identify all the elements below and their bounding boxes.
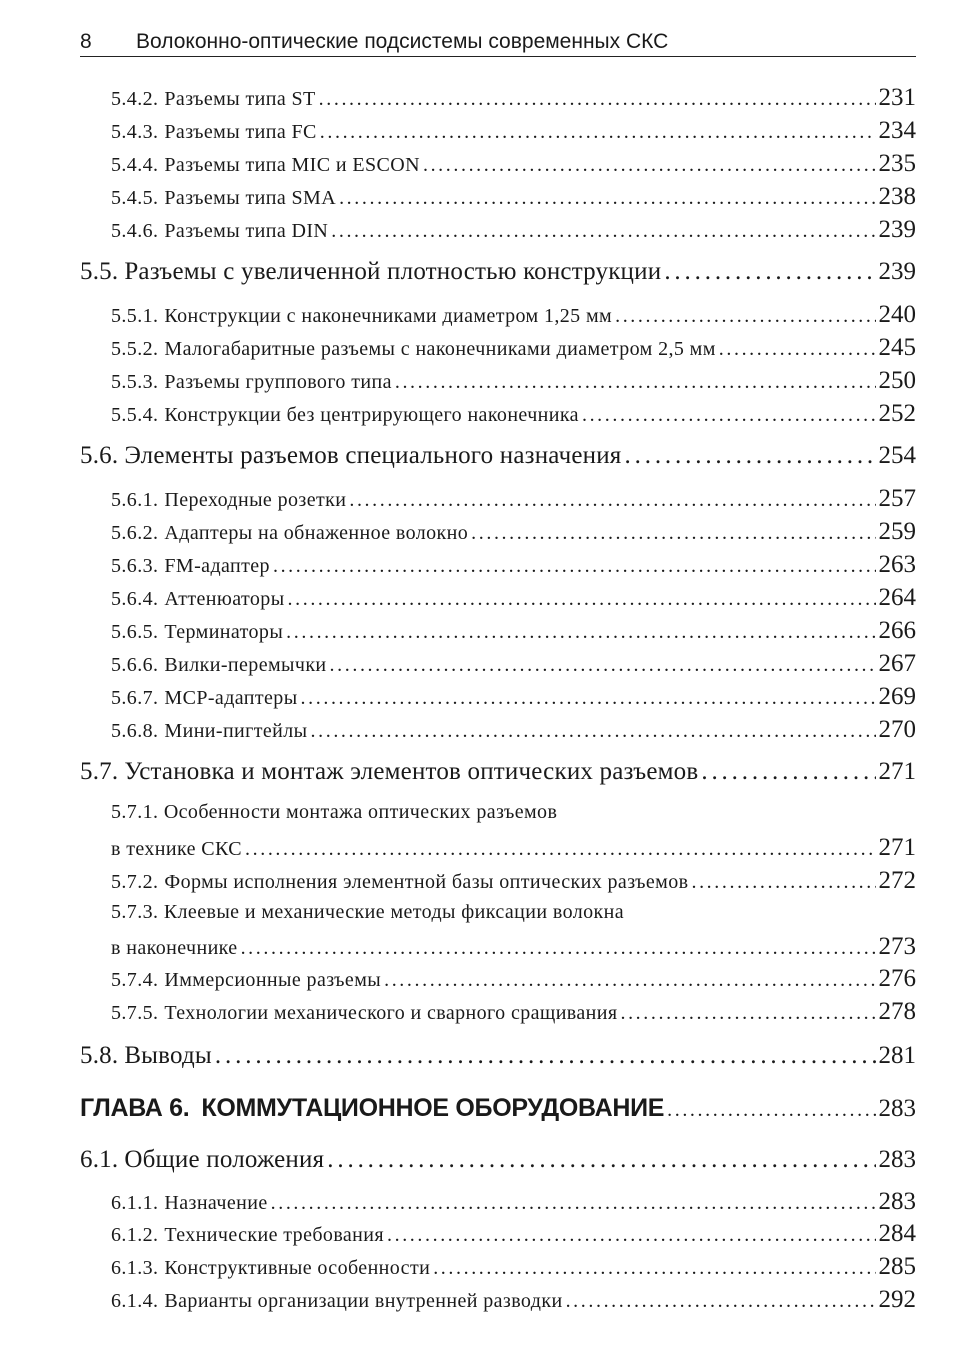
toc-page-number: 278 (878, 998, 916, 1025)
toc-page-number: 273 (878, 933, 916, 960)
toc-page-number: 252 (878, 400, 916, 427)
dot-leader (620, 1002, 875, 1025)
dot-leader (566, 1290, 876, 1313)
dot-leader (273, 555, 876, 578)
toc-page-number: 259 (878, 518, 916, 545)
toc-page-number: 267 (878, 650, 916, 677)
dot-leader (387, 1224, 876, 1247)
toc-entry-number: 5.7.5. (111, 1002, 159, 1024)
toc-page-number: 272 (878, 867, 916, 894)
toc-entry-title: Технологии механического и сварного сращивания (164, 1002, 618, 1024)
toc-entry-number: 5.7.1. (111, 801, 164, 823)
toc-page-number: 283 (878, 1095, 916, 1122)
toc-entry-number: 5.6.4. (111, 588, 159, 610)
dot-leader (384, 969, 875, 992)
toc-entry-title: Вилки-перемычки (164, 654, 327, 676)
toc-page-number: 245 (878, 334, 916, 361)
toc-entry-number: 5.4.6. (111, 220, 159, 242)
dot-leader (288, 588, 876, 611)
toc-page-number: 269 (878, 683, 916, 710)
dot-leader (625, 442, 876, 470)
toc-page-number: 257 (878, 485, 916, 512)
toc-entry-number: 5.5.3. (111, 371, 159, 393)
toc-entry-number: 5.4.5. (111, 187, 159, 209)
toc-entry-number: 5.5.2. (111, 338, 159, 360)
toc-page-number: 250 (878, 367, 916, 394)
toc-entry-title: Разъемы типа FC (164, 121, 317, 143)
toc-entry-title: Разъемы типа SMA (164, 187, 337, 209)
toc-entry-title: Аттенюаторы (164, 588, 285, 610)
dot-leader (245, 838, 875, 861)
toc-entry-title: Разъемы типа ST (164, 88, 316, 110)
toc-page-number: 239 (878, 216, 916, 243)
toc-entry-title: Элементы разъемов специального назначения (124, 442, 622, 469)
dot-leader (241, 937, 876, 960)
running-title: Волоконно-оптические подсистемы современных СКС (136, 30, 669, 53)
toc-entry-title: Общие положения (124, 1146, 325, 1173)
toc-entry-title: Адаптеры на обнаженное волокно (164, 522, 469, 544)
toc-entry-title: в технике СКС (111, 838, 243, 860)
toc-entry-number: 6.1. (80, 1146, 119, 1173)
toc-page-number: 270 (878, 716, 916, 743)
toc-entry-title: Клеевые и механические методы фиксации волокна (163, 901, 624, 923)
toc-entry-number: 6.1.1. (111, 1192, 159, 1214)
toc-page-number: 235 (878, 150, 916, 177)
toc-entry-title: MCP-адаптеры (164, 687, 298, 709)
toc-entry-title: Малогабаритные разъемы с наконечниками диаметром 2,5 мм (164, 338, 716, 360)
dot-leader (215, 1042, 876, 1070)
toc-page-number: 263 (878, 551, 916, 578)
toc-entry-title: Иммерсионные разъемы (164, 969, 382, 991)
toc-entry-title: Разъемы типа MIC и ESCON (164, 154, 420, 176)
toc-page-number: 271 (878, 834, 916, 861)
toc-entry-title: Технические требования (164, 1224, 384, 1246)
toc-page-number: 276 (878, 965, 916, 992)
toc-entry-title: Терминаторы (164, 621, 284, 643)
toc-page-number: 254 (878, 442, 916, 469)
toc-page-number: 240 (878, 301, 916, 328)
toc-entry-number: 5.5. (80, 258, 119, 285)
dot-leader (471, 522, 875, 545)
toc-entry-title: Разъемы с увеличенной плотностью конструкции (124, 258, 662, 285)
toc-entry-number: 6.1.2. (111, 1224, 159, 1246)
toc-entry-title: Переходные розетки (164, 489, 347, 511)
toc-entry-first-line (111, 901, 624, 924)
toc-entry-number: 5.7.3. (111, 901, 164, 923)
toc-entry-number: 6.1.3. (111, 1257, 159, 1279)
dot-leader (330, 654, 876, 677)
dot-leader (664, 258, 875, 286)
toc-entry-title: Выводы (124, 1042, 212, 1069)
toc-entry-number: 5.4.4. (111, 154, 159, 176)
toc-page-number: 283 (878, 1146, 916, 1173)
toc-entry-number: 5.7.4. (111, 969, 159, 991)
dot-leader (301, 687, 876, 710)
dot-leader (339, 187, 875, 210)
toc-entry-title: Конструкции без центрирующего наконечника (164, 404, 579, 426)
toc-page-number: 266 (878, 617, 916, 644)
dot-leader (319, 88, 876, 111)
toc-entry-title: Разъемы группового типа (164, 371, 392, 393)
dot-leader (327, 1146, 875, 1174)
toc-entry-title: Назначение (164, 1192, 268, 1214)
running-header (80, 28, 916, 57)
toc-entry-first-line (111, 801, 557, 824)
toc-entry-number: 5.8. (80, 1042, 119, 1069)
toc-page-number: 283 (878, 1188, 916, 1215)
dot-leader (395, 371, 876, 394)
toc-entry-number: 5.6.2. (111, 522, 159, 544)
toc-entry-number: 5.6.6. (111, 654, 159, 676)
dot-leader (423, 154, 876, 177)
toc-entry-title: Разъемы типа DIN (164, 220, 329, 242)
dot-leader (349, 489, 875, 512)
toc-entry-title: Формы исполнения элементной базы оптических разъемов (164, 871, 689, 893)
toc-entry-title: КОММУТАЦИОННОЕ ОБОРУДОВАНИЕ (201, 1094, 665, 1122)
toc-entry-number: 6.1.4. (111, 1290, 159, 1312)
toc-page-number: 271 (878, 758, 916, 785)
toc-entry-title: Конструктивные особенности (164, 1257, 431, 1279)
toc-page-number: 264 (878, 584, 916, 611)
dot-leader (701, 758, 875, 786)
dot-leader (691, 871, 875, 894)
toc-entry-number: 5.6.5. (111, 621, 159, 643)
toc-entry-number: 5.7.2. (111, 871, 159, 893)
dot-leader (719, 338, 876, 361)
toc-page-number: 281 (878, 1042, 916, 1069)
toc-entry-title: в наконечнике (111, 937, 238, 959)
toc-entry-title: Установка и монтаж элементов оптических разъемов (124, 758, 699, 785)
toc-entry-number: 5.4.3. (111, 121, 159, 143)
toc-page-number: 284 (878, 1220, 916, 1247)
toc-entry-number: 5.5.4. (111, 404, 159, 426)
dot-leader (286, 621, 875, 644)
dot-leader (311, 720, 876, 743)
toc-entry-number: 5.5.1. (111, 305, 159, 327)
toc-page-number: 238 (878, 183, 916, 210)
toc-entry-number: 5.6.3. (111, 555, 159, 577)
toc-entry-number: 5.6.8. (111, 720, 159, 742)
dot-leader (433, 1257, 875, 1280)
page-number: 8 (80, 30, 92, 53)
toc-entry-number: 5.4.2. (111, 88, 159, 110)
dot-leader (320, 121, 876, 144)
toc-entry-title: Варианты организации внутренней разводки (164, 1290, 563, 1312)
toc-entry-number: ГЛАВА 6. (80, 1094, 190, 1122)
toc-entry-number: 5.7. (80, 758, 119, 785)
toc-page-number: 292 (878, 1286, 916, 1313)
dot-leader (615, 305, 875, 328)
toc-entry-title: Мини-пигтейлы (164, 720, 308, 742)
toc-page-number: 234 (878, 117, 916, 144)
toc-entry-title: Конструкции с наконечниками диаметром 1,25 мм (164, 305, 613, 327)
dot-leader (271, 1192, 876, 1215)
toc-entry-title: FM-адаптер (164, 555, 270, 577)
toc-page-number: 239 (878, 258, 916, 285)
toc-entry-title: Особенности монтажа оптических разъемов (163, 801, 558, 823)
toc-entry-number: 5.6.1. (111, 489, 159, 511)
dot-leader (582, 404, 876, 427)
dot-leader (331, 220, 875, 243)
toc-entry-number: 5.6.7. (111, 687, 159, 709)
toc-page-number: 285 (878, 1253, 916, 1280)
toc-page-number: 231 (878, 84, 916, 111)
toc-entry-number: 5.6. (80, 442, 119, 469)
dot-leader (667, 1099, 875, 1122)
